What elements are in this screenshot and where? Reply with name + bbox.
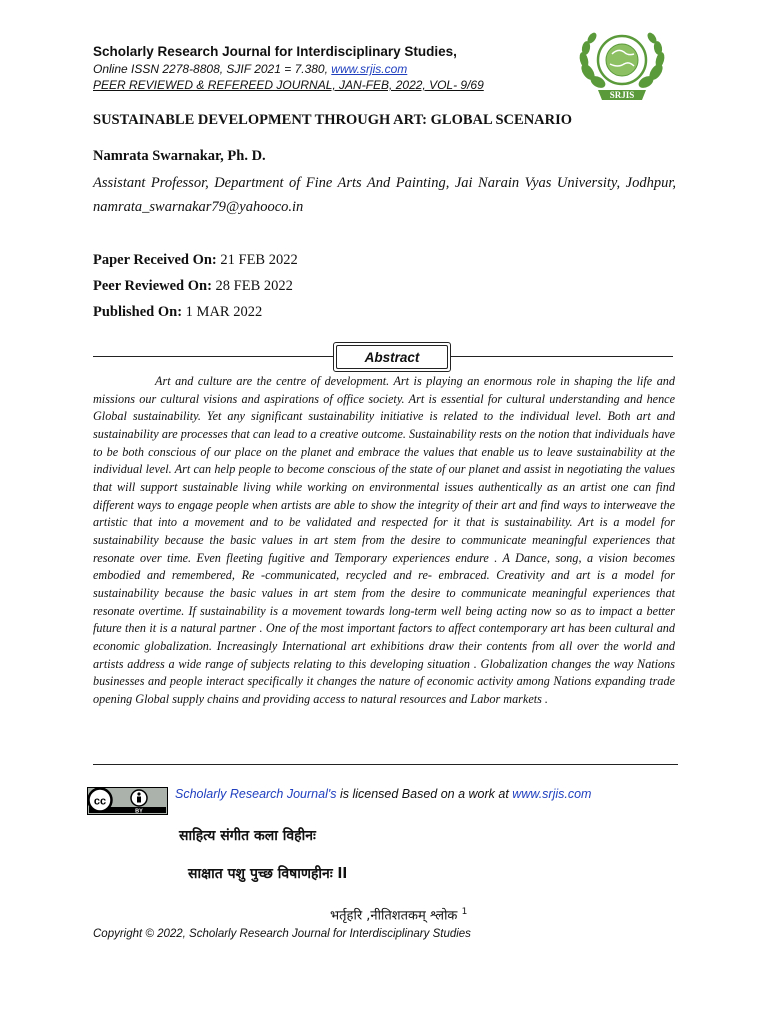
abstract-bottom-rule (93, 764, 678, 765)
footnote-marker[interactable]: 1 (461, 907, 468, 917)
paper-title: SUSTAINABLE DEVELOPMENT THROUGH ART: GLOBAL SCENARIO (93, 112, 573, 128)
globe-icon (606, 44, 638, 76)
received-date (93, 247, 298, 273)
peer-reviewed-line: PEER REVIEWED & REFEREED JOURNAL, JAN-FEB, 2022, VOL- 9/69 (93, 78, 484, 92)
logo-text: SRJIS (609, 90, 635, 100)
issn-text: Online ISSN 2278-8808, SJIF 2021 = 7.380, (93, 62, 328, 76)
journal-header (93, 43, 563, 93)
issn-line (93, 61, 563, 77)
shloka-line-2: साक्षात पशु पुच्छ विषाणहीनः ll (188, 866, 348, 882)
received-value: 21 FEB 2022 (220, 252, 298, 268)
license-website-link[interactable]: www.srjis.com (512, 787, 592, 801)
abstract-text: Art and culture are the centre of development. Art is playing an enormous role in shaping the life and missions our cultural visions and aspirations of office society. Art is essential for cultural understanding and hence Global sustainability. Yet any significant sustainability initiative is related to the individual level. Both art and sustainability are processes that can lead to a creative outcome. Sustainability rests on the notion that individuals have to be both conscious of our place on the planet and embrace the values that enable us to leave sustainability at the individual level. Art can help people to become conscious of the state of our planet and assist in negotiating the values that will support sustainable living while working on environmental issues authentically as an artist one can find different ways to engage people when artists are able to show the integrity of their art and find ways to interweave the artistic that into a movement and to be validated and respected for it that is sustainability. Art is a model for sustainability because the basic values in art stem from the desire to communicate meaningful experiences that resonate over time. Even fleeting fugitive and Temporary experiences endure . A Dance, song, a vision becomes embodied and remembered, Re -communicated, recycled and re- embraced. Creativity and art is a model for sustainability because the basic values in art stem from the desire to communicate meaningful experiences that resonate overtime. If sustainability is a movement towards long-term well being acting now so as to impact a better future then it is a natural partner . One of the most important factors to affect contemporary art has been cultural and economic globalization. Increasingly International art exhibitions draw their contents from all over the world and artists address a wide range of subjects relating to this developing situation . Globalization changes the way Nations businesses and people interact specifically it changes the nature of economic activity among Nations expanding trade opening Global supply chains and providing access to natural resources and Labor markets . (93, 374, 675, 706)
journal-name: Scholarly Research Journal for Interdisciplinary Studies, (93, 44, 457, 59)
received-label: Paper Received On: (93, 252, 217, 268)
reviewed-date (93, 273, 298, 299)
journal-logo (574, 24, 670, 104)
author-affiliation: Assistant Professor, Department of Fine Arts And Painting, Jai Narain Vyas University, Jodhpur, namrata_swarnakar79@yahooco.in (93, 175, 676, 215)
author-name: Namrata Swarnakar, Ph. D. (93, 148, 266, 164)
paper-dates (93, 247, 298, 325)
shloka-line-1: साहित्य संगीत कला विहीनः (179, 828, 316, 844)
reviewed-label: Peer Reviewed On: (93, 278, 212, 294)
reviewed-value: 28 FEB 2022 (215, 278, 293, 294)
svg-text:cc: cc (93, 795, 107, 808)
shloka-attribution (330, 902, 467, 926)
copyright-footer: Copyright © 2022, Scholarly Research Journal for Interdisciplinary Studies (93, 928, 471, 940)
license-middle-text: is licensed Based on a work at (336, 787, 513, 801)
published-label: Published On: (93, 304, 183, 320)
cc-badge-label: BY (135, 808, 143, 815)
cc-by-license-icon[interactable] (87, 787, 168, 815)
published-value: 1 MAR 2022 (185, 304, 263, 320)
license-journal-name: Scholarly Research Journal's (175, 787, 337, 801)
abstract-heading-box (333, 342, 451, 372)
shloka-attribution-text: भर्तृहरि ,नीतिशतकम् श्लोक (330, 908, 458, 924)
license-statement (175, 786, 591, 802)
published-date (93, 299, 298, 325)
journal-website-link[interactable]: www.srjis.com (331, 62, 408, 76)
abstract-heading: Abstract (336, 345, 448, 369)
